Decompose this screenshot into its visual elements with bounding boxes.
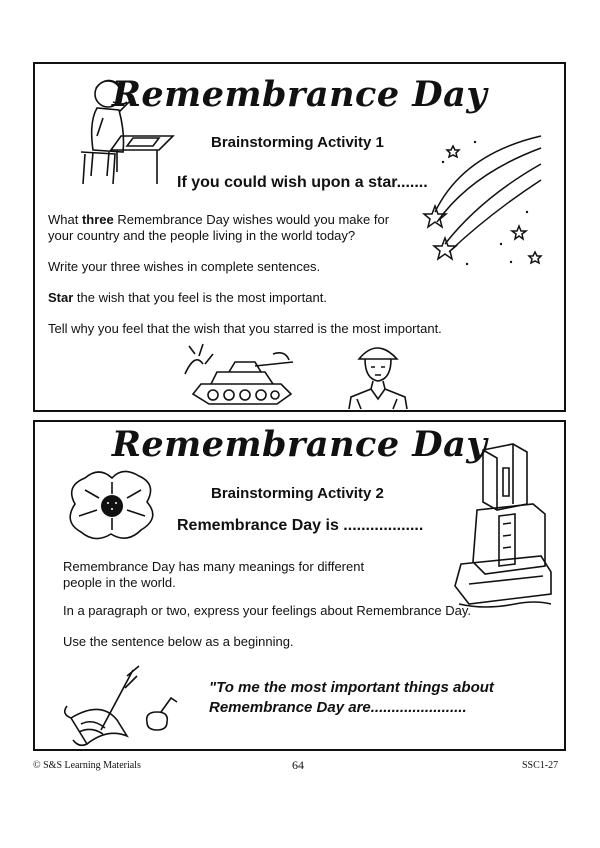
footer-code: SSC1-27 xyxy=(522,760,559,771)
footer-copyright: © S&S Learning Materials xyxy=(33,760,141,771)
p1-text-a: What xyxy=(48,212,82,227)
activity-2-para-3: Use the sentence below as a beginning. xyxy=(63,634,294,649)
quill-scroll-icon xyxy=(57,666,181,748)
poppy-icon xyxy=(61,468,163,544)
p1-text-c: your country and the people living in the world today? xyxy=(48,228,356,243)
activity-1-para-4: Tell why you feel that the wish that you starred is the most important. xyxy=(48,321,442,336)
p3-bold: Star xyxy=(48,290,74,305)
boy-at-desk-icon xyxy=(63,72,173,184)
activity-2-lead: Remembrance Day is .................. xyxy=(177,517,424,534)
footer-page-number: 64 xyxy=(292,758,304,772)
activity-2-para-1 xyxy=(63,559,364,591)
activity-2-title: Remembrance Day xyxy=(111,424,488,465)
p3-text: the wish that you feel is the most important. xyxy=(73,290,327,305)
p1-bold: three xyxy=(81,212,114,227)
a2-p1-text-b: people in the world. xyxy=(63,575,176,590)
shooting-stars-icon xyxy=(423,134,543,274)
activity-2-quote xyxy=(209,678,494,718)
activity-1-box xyxy=(33,62,566,412)
activity-1-subtitle: Brainstorming Activity 1 xyxy=(211,134,384,151)
activity-2-box xyxy=(33,420,566,751)
activity-2-para-2: In a paragraph or two, express your feelings about Remembrance Day. xyxy=(63,603,472,618)
a2-p1-text-a: Remembrance Day has many meanings for different xyxy=(63,559,365,574)
activity-2-subtitle: Brainstorming Activity 2 xyxy=(211,485,384,502)
quote-line-2: Remembrance Day are....................... xyxy=(209,699,467,716)
activity-1-para-3 xyxy=(48,290,327,306)
activity-1-para-2: Write your three wishes in complete sentences. xyxy=(48,259,321,274)
activity-1-title: Remembrance Day xyxy=(111,74,488,115)
soldier-icon xyxy=(347,339,409,409)
tank-icon xyxy=(181,344,301,406)
activity-1-para-1 xyxy=(48,212,389,244)
quote-line-1: "To me the most important things about xyxy=(209,679,494,696)
p1-text-b: Remembrance Day wishes would you make for xyxy=(113,212,390,227)
activity-1-lead: If you could wish upon a star....... xyxy=(177,174,428,191)
cenotaph-icon xyxy=(455,444,551,614)
